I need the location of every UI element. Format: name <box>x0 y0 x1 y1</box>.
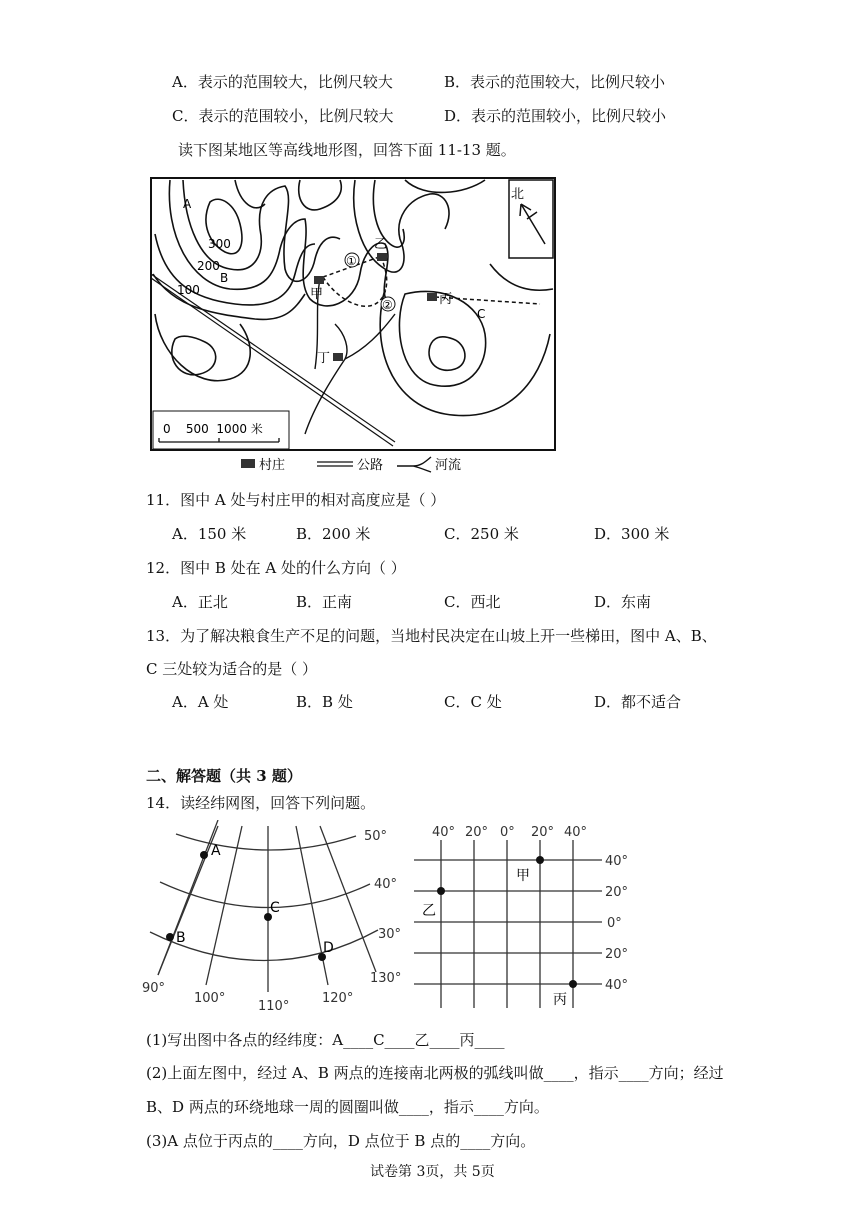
lon-label-130: 130° <box>370 971 402 986</box>
point-bing-label: 丙 <box>553 992 567 1008</box>
top-label-1: 40° <box>432 825 456 840</box>
q11-option-a: A．150 米 <box>172 525 247 543</box>
q12-option-c: C．西北 <box>444 593 501 611</box>
legend-road: 公路 <box>357 458 384 473</box>
point-c-label: C <box>477 307 486 321</box>
village-yi-icon <box>377 253 387 261</box>
village-bing: 丙 <box>439 292 453 307</box>
village-ding-icon <box>333 353 343 361</box>
legend-road-icon <box>317 462 353 466</box>
north-arrow-icon <box>520 204 545 244</box>
q14-sub2-line1: (2)上面左图中，经过 A、B 两点的连接南北两极的弧线叫做____，指示____方向；经过 <box>146 1064 724 1082</box>
point-b-label: B <box>220 271 229 285</box>
point-a <box>200 851 208 859</box>
right-label-1: 40° <box>605 854 629 869</box>
q10-option-c: C．表示的范围较小，比例尺较大 <box>172 107 394 125</box>
legend-river-icon <box>397 457 431 472</box>
point-bing <box>569 980 577 988</box>
village-yi: 乙 <box>374 237 388 252</box>
graticule-left <box>138 820 408 1015</box>
scale-label: 0 500 1000 米 <box>163 422 263 436</box>
top-label-4: 20° <box>531 825 555 840</box>
right-label-4: 20° <box>605 947 629 962</box>
north-label: 北 <box>511 187 525 202</box>
section-2-title: 二、解答题（共 3 题） <box>146 767 302 785</box>
right-label-2: 20° <box>605 885 629 900</box>
point-yi-label: 乙 <box>422 903 436 919</box>
contour-label-300: 300 <box>208 237 231 251</box>
q10-option-d: D．表示的范围较小，比例尺较小 <box>444 107 667 125</box>
point-a-label: A <box>211 843 221 859</box>
q12-option-a: A．正北 <box>172 593 228 611</box>
point-c-label: C <box>270 900 280 916</box>
village-bing-icon <box>427 293 437 301</box>
point-b-label: B <box>176 930 186 946</box>
topo-map <box>145 174 565 479</box>
contour-label-100: 100 <box>177 283 200 297</box>
lon-label-90: 90° <box>142 981 166 996</box>
q10-option-b: B．表示的范围较大，比例尺较小 <box>444 73 666 91</box>
village-jia-icon <box>314 276 324 284</box>
graticule-right <box>410 820 635 1015</box>
q13-option-d: D．都不适合 <box>594 693 682 711</box>
point-d-label: D <box>323 940 334 956</box>
lon-label-110: 110° <box>258 999 290 1014</box>
page-footer: 试卷第 3页，共 5页 <box>370 1164 495 1180</box>
contour-lines <box>153 180 553 416</box>
intro-11-13: 读下图某地区等高线地形图，回答下面 11-13 题。 <box>178 141 516 159</box>
point-b <box>166 933 174 941</box>
legend-village-icon <box>241 459 255 468</box>
q11-option-c: C．250 米 <box>444 525 519 543</box>
q11-option-b: B．200 米 <box>296 525 371 543</box>
lon-label-100: 100° <box>194 991 226 1006</box>
contour-label-200: 200 <box>197 259 220 273</box>
q13-option-a: A．A 处 <box>172 693 229 711</box>
route-2-label: ② <box>382 298 393 312</box>
q13-option-b: B．B 处 <box>296 693 353 711</box>
q13-stem-line1: 13．为了解决粮食生产不足的问题，当地村民决定在山坡上开一些梯田，图中 A、B、 <box>146 627 717 645</box>
top-label-2: 20° <box>465 825 489 840</box>
lat-label-50: 50° <box>364 829 388 844</box>
lat-label-40: 40° <box>374 877 398 892</box>
village-ding: 丁 <box>317 351 331 366</box>
point-yi <box>437 887 445 895</box>
q14-sub3: (3)A 点位于丙点的____方向，D 点位于 B 点的____方向。 <box>146 1132 536 1150</box>
top-label-5: 40° <box>564 825 588 840</box>
q11-option-d: D．300 米 <box>594 525 670 543</box>
lon-label-120: 120° <box>322 991 354 1006</box>
q14-sub2-line2: B、D 两点的环绕地球一周的圆圈叫做____，指示____方向。 <box>146 1098 549 1116</box>
right-label-3: 0° <box>607 916 622 931</box>
q12-option-d: D．东南 <box>594 593 652 611</box>
q13-option-c: C．C 处 <box>444 693 502 711</box>
point-jia-label: 甲 <box>516 868 530 884</box>
point-a-label: A <box>183 197 192 211</box>
q10-option-a: A．表示的范围较大，比例尺较大 <box>172 73 393 91</box>
meridians <box>158 820 376 992</box>
q11-stem: 11．图中 A 处与村庄甲的相对高度应是（ ） <box>146 491 446 509</box>
q12-stem: 12．图中 B 处在 A 处的什么方向（ ） <box>146 559 406 577</box>
village-jia: 甲 <box>310 287 324 302</box>
lat-label-30: 30° <box>378 927 402 942</box>
q13-stem-line2: C 三处较为适合的是（ ） <box>146 660 318 678</box>
route-1-label: ① <box>346 254 357 268</box>
legend-village: 村庄 <box>259 458 286 473</box>
q14-stem: 14．读经纬网图，回答下列问题。 <box>146 794 376 812</box>
legend-river: 河流 <box>435 458 462 473</box>
top-label-3: 0° <box>500 825 515 840</box>
q14-sub1: (1)写出图中各点的经纬度：A____C____乙____丙____ <box>146 1031 505 1049</box>
point-jia <box>536 856 544 864</box>
q12-option-b: B．正南 <box>296 593 353 611</box>
right-label-5: 40° <box>605 978 629 993</box>
